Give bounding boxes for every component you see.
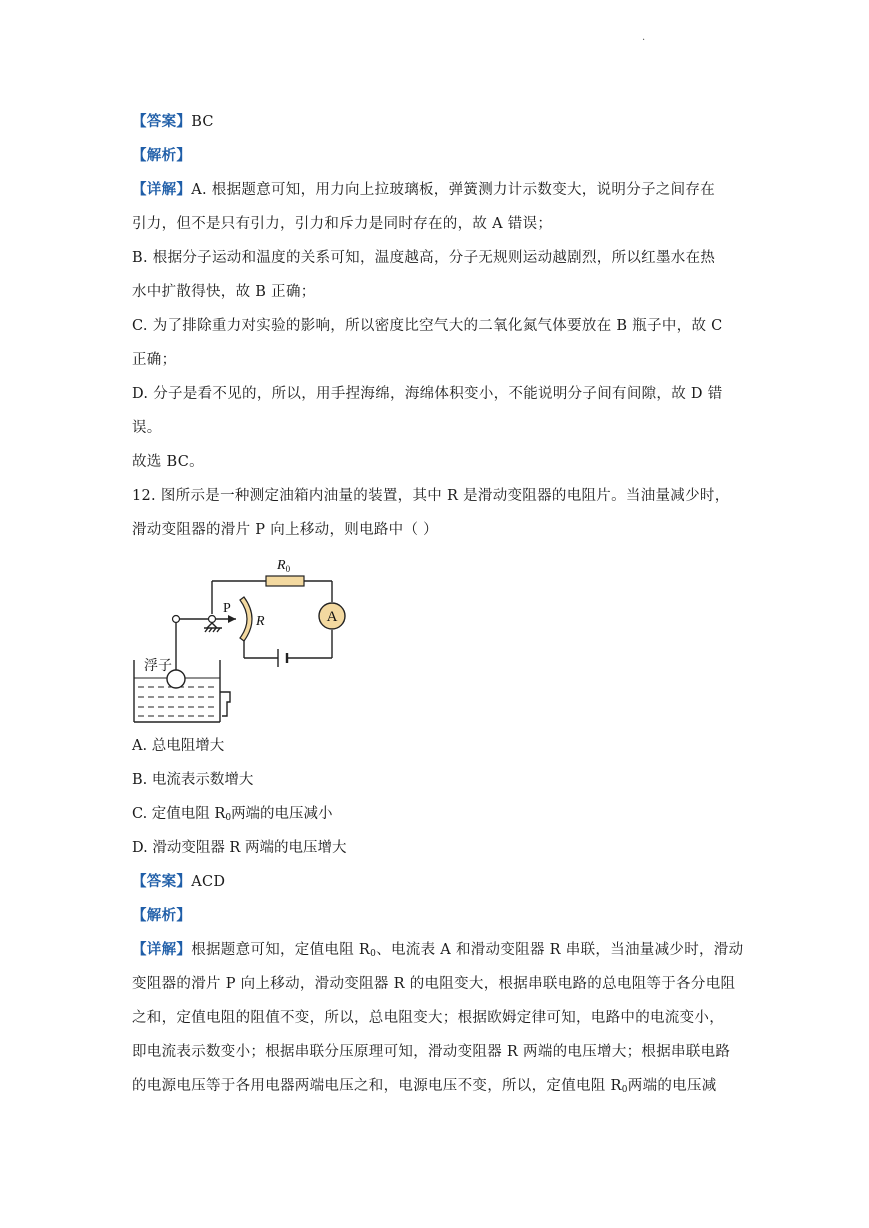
detail-l1-pre: 根据题意可知，定值电阻 R (191, 942, 371, 958)
option-c (132, 804, 333, 828)
q11-answer-line (132, 112, 214, 132)
q11-detail-line-3: B. 根据分子运动和温度的关系可知，温度越高，分子无规则运动越剧烈，所以红墨水在热 (132, 250, 716, 266)
tank-tap (220, 692, 230, 716)
q12-detail-line-2: 变阻器的滑片 P 向上移动，滑动变阻器 R 的电阻变大，根据串联电路的总电阻等于各分电阻 (132, 976, 736, 992)
lever-end-joint (173, 616, 180, 623)
q12-stem-line-2: 滑动变阻器的滑片 P 向上移动，则电路中（ ） (132, 522, 438, 538)
r0-label-sub: 0 (285, 564, 291, 574)
option-a: A. 总电阻增大 (132, 738, 225, 754)
detail-l5-pre: 的电源电压等于各用电器两端电压之和，电源电压不变，所以，定值电阻 R (132, 1078, 622, 1094)
option-c-pre: C. 定值电阻 R (132, 806, 226, 822)
q11-detail-line-1 (132, 180, 715, 200)
r0-label (276, 558, 291, 574)
q11-detail-line-2: 引力，但不是只有引力，引力和斥力是同时存在的，故 A 错误； (132, 216, 553, 232)
answer-value: ACD (191, 874, 226, 890)
analysis-tag: 【解析】 (132, 147, 192, 164)
analysis-tag: 【解析】 (132, 907, 192, 924)
pivot-leg-right (212, 623, 217, 628)
pivot-leg-left (207, 623, 212, 628)
q12-detail-line-1 (132, 940, 743, 964)
answer-value: BC (191, 114, 214, 130)
detail-l1-post: 、电流表 A 和滑动变阻器 R 串联，当油量减少时，滑动 (376, 942, 744, 958)
q11-analysis-line (132, 146, 191, 166)
slider-label: P (223, 601, 231, 616)
option-c-sub: 0 (225, 813, 232, 823)
header-mark: . (642, 32, 646, 43)
option-c-post: 两端的电压减小 (231, 806, 333, 822)
answer-tag: 【答案】 (132, 873, 192, 890)
detail-l5-sub: 0 (621, 1085, 628, 1095)
q11-detail-line-8: 误。 (132, 420, 162, 436)
q12-detail-line-4: 即电流表示数变小；根据串联分压原理可知，滑动变阻器 R 两端的电压增大；根据串联电路 (132, 1044, 731, 1060)
oil-gauge-circuit-diagram (130, 550, 370, 725)
q11-conclusion: 故选 BC。 (132, 454, 204, 470)
detail-tag: 【详解】 (132, 941, 192, 958)
option-b: B. 电流表示数增大 (132, 772, 254, 788)
answer-tag: 【答案】 (132, 113, 192, 130)
ammeter-label: A (326, 609, 338, 625)
q11-detail-line-4: 水中扩散得快，故 B 正确； (132, 284, 316, 300)
q12-detail-line-5 (132, 1076, 717, 1100)
rheostat-plate (240, 597, 252, 641)
q11-detail-line-7: D. 分子是看不见的，所以，用手捏海绵，海绵体积变小，不能说明分子间有间隙，故 D 错 (132, 386, 723, 402)
rheostat-label: R (256, 614, 265, 629)
r0-resistor (266, 576, 304, 586)
q12-answer-line (132, 872, 225, 892)
detail-l1-sub: 0 (370, 949, 377, 959)
float-label: 浮子 (144, 658, 172, 674)
q12-analysis-line (132, 906, 191, 926)
option-d: D. 滑动变阻器 R 两端的电压增大 (132, 840, 347, 856)
pivot-joint (209, 616, 216, 623)
q11-detail-line-6: 正确； (132, 352, 177, 368)
q11-detail-line-5: C. 为了排除重力对实验的影响，所以密度比空气大的二氧化氮气体要放在 B 瓶子中，故 C (132, 318, 723, 334)
q12-detail-line-3: 之和，定值电阻的阻值不变，所以，总电阻变大；根据欧姆定律可知，电路中的电流变小， (132, 1010, 724, 1026)
detail-text: A. 根据题意可知，用力向上拉玻璃板，弹簧测力计示数变大，说明分子之间存在 (191, 182, 715, 198)
slider-arrow (228, 615, 236, 623)
q12-stem-line-1: 12. 图所示是一种测定油箱内油量的装置，其中 R 是滑动变阻器的电阻片。当油量减少时， (132, 488, 730, 504)
detail-tag: 【详解】 (132, 181, 192, 198)
r0-label-main: R (277, 558, 286, 573)
detail-l5-post: 两端的电压减 (627, 1078, 717, 1094)
